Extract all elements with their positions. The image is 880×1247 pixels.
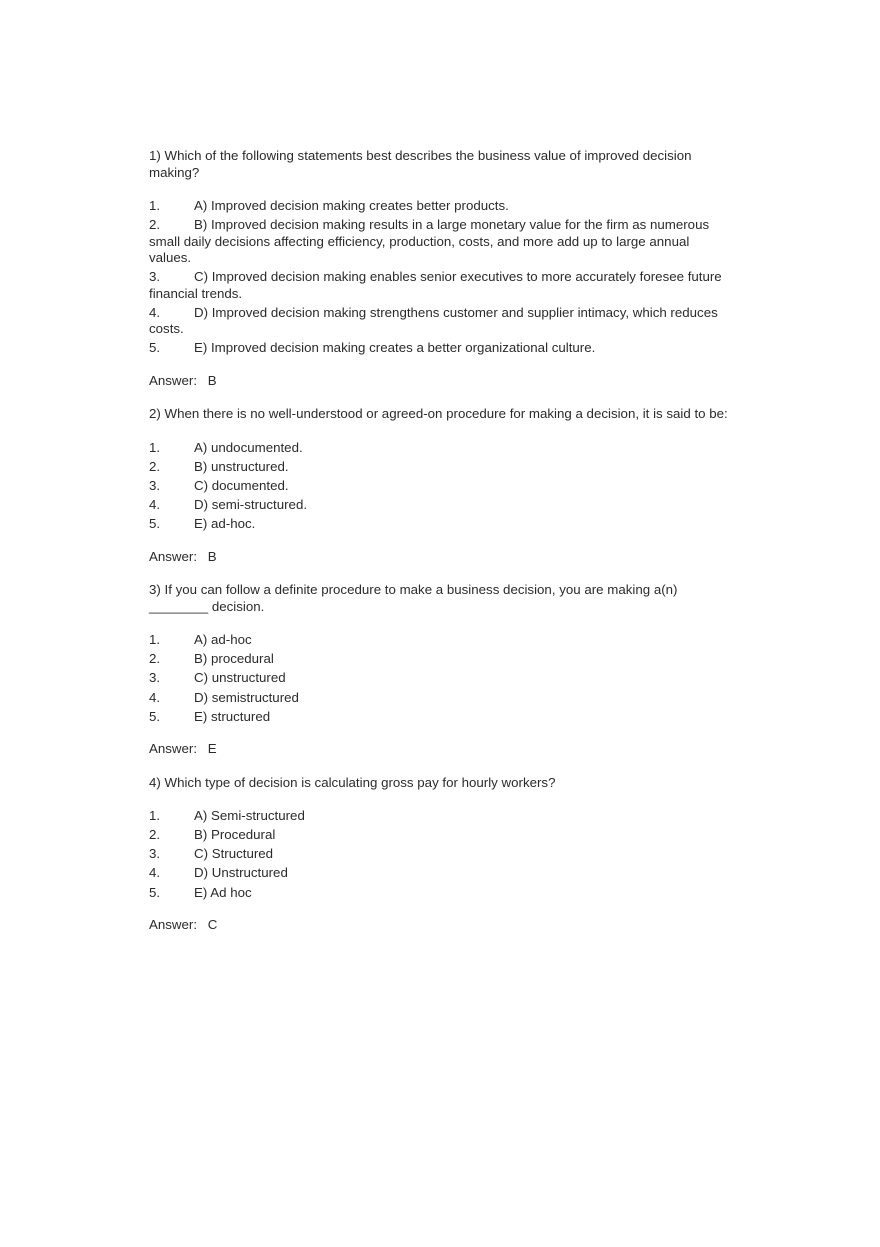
option-number: 1. bbox=[149, 198, 161, 213]
option-text: D) semistructured bbox=[194, 689, 299, 705]
option-text: B) unstructured. bbox=[194, 458, 289, 474]
option-item bbox=[149, 217, 731, 267]
option-number: 5. bbox=[149, 516, 161, 532]
option-number: 4. bbox=[149, 865, 161, 881]
option-item bbox=[149, 516, 731, 533]
option-item bbox=[149, 198, 731, 215]
option-text: C) Improved decision making enables senior executives to more accurately foresee future financial trends. bbox=[149, 269, 722, 301]
option-number: 5. bbox=[149, 340, 161, 356]
option-item bbox=[149, 651, 731, 668]
option-item bbox=[149, 690, 731, 707]
question-2 bbox=[149, 406, 731, 565]
answer-line bbox=[149, 917, 731, 934]
option-list bbox=[149, 198, 731, 357]
option-item bbox=[149, 305, 731, 338]
option-text: B) procedural bbox=[194, 651, 274, 667]
option-number: 4. bbox=[149, 689, 161, 705]
question-text: 3) If you can follow a definite procedure to make a business decision, you are making a(n) ________ decision. bbox=[149, 582, 678, 614]
option-number: 2. bbox=[149, 458, 161, 474]
option-text: D) Improved decision making strengthens customer and supplier intimacy, which reduces costs. bbox=[149, 304, 718, 337]
option-number: 4. bbox=[149, 304, 161, 320]
option-item bbox=[149, 885, 731, 902]
question-text: 2) When there is no well-understood or agreed-on procedure for making a decision, it is said to be: bbox=[149, 406, 728, 422]
option-number: 3. bbox=[149, 670, 161, 686]
option-number: 2. bbox=[149, 217, 161, 233]
option-item bbox=[149, 827, 731, 844]
answer-label: Answer: bbox=[149, 548, 198, 564]
option-text: A) Improved decision making creates better products. bbox=[194, 198, 509, 213]
option-list bbox=[149, 808, 731, 901]
option-number: 3. bbox=[149, 478, 161, 494]
option-item bbox=[149, 670, 731, 687]
answer-line bbox=[149, 373, 731, 390]
option-item bbox=[149, 709, 731, 726]
option-number: 1. bbox=[149, 808, 161, 824]
option-item bbox=[149, 808, 731, 825]
option-text: B) Procedural bbox=[194, 827, 276, 843]
option-item bbox=[149, 846, 731, 863]
option-item bbox=[149, 269, 731, 302]
option-number: 3. bbox=[149, 269, 161, 285]
option-text: A) undocumented. bbox=[194, 439, 303, 455]
option-list bbox=[149, 632, 731, 725]
option-text: E) structured bbox=[194, 708, 271, 724]
answer-value: C bbox=[207, 917, 218, 932]
option-number: 2. bbox=[149, 827, 161, 843]
question-text: 1) Which of the following statements best describes the business value of improved decision making? bbox=[149, 148, 692, 180]
option-text: B) Improved decision making results in a large monetary value for the firm as numerous small daily decisions affecting efficiency, production, costs, and more add up to large annual values. bbox=[149, 217, 710, 266]
option-item bbox=[149, 340, 731, 357]
answer-label: Answer: bbox=[149, 372, 198, 388]
option-text: D) semi-structured. bbox=[194, 497, 308, 513]
answer-label: Answer: bbox=[149, 917, 198, 932]
answer-value: B bbox=[207, 548, 217, 564]
option-number: 2. bbox=[149, 651, 161, 667]
answer-line bbox=[149, 741, 731, 758]
option-text: C) Structured bbox=[194, 846, 274, 862]
option-text: C) documented. bbox=[194, 478, 289, 494]
option-number: 1. bbox=[149, 439, 161, 455]
answer-line bbox=[149, 549, 731, 566]
option-item bbox=[149, 478, 731, 495]
option-number: 5. bbox=[149, 708, 161, 724]
answer-value: E bbox=[207, 741, 217, 757]
answer-label: Answer: bbox=[149, 741, 198, 757]
option-number: 5. bbox=[149, 884, 161, 900]
option-text: A) ad-hoc bbox=[194, 632, 252, 648]
question-4 bbox=[149, 775, 731, 934]
option-text: A) Semi-structured bbox=[194, 808, 305, 824]
question-text: 4) Which type of decision is calculating gross pay for hourly workers? bbox=[149, 774, 556, 790]
option-text: C) unstructured bbox=[194, 670, 286, 686]
option-item bbox=[149, 632, 731, 649]
option-item bbox=[149, 440, 731, 457]
option-text: E) Improved decision making creates a better organizational culture. bbox=[194, 340, 596, 356]
option-number: 3. bbox=[149, 846, 161, 862]
answer-value: B bbox=[207, 372, 217, 388]
option-list bbox=[149, 440, 731, 533]
option-item bbox=[149, 459, 731, 476]
option-number: 4. bbox=[149, 497, 161, 513]
option-item bbox=[149, 497, 731, 514]
option-number: 1. bbox=[149, 632, 161, 648]
question-3 bbox=[149, 582, 731, 757]
option-text: E) ad-hoc. bbox=[194, 516, 256, 532]
option-item bbox=[149, 865, 731, 882]
question-1 bbox=[149, 148, 731, 389]
option-text: D) Unstructured bbox=[194, 865, 288, 881]
option-text: E) Ad hoc bbox=[194, 884, 252, 900]
document-page bbox=[149, 148, 731, 951]
